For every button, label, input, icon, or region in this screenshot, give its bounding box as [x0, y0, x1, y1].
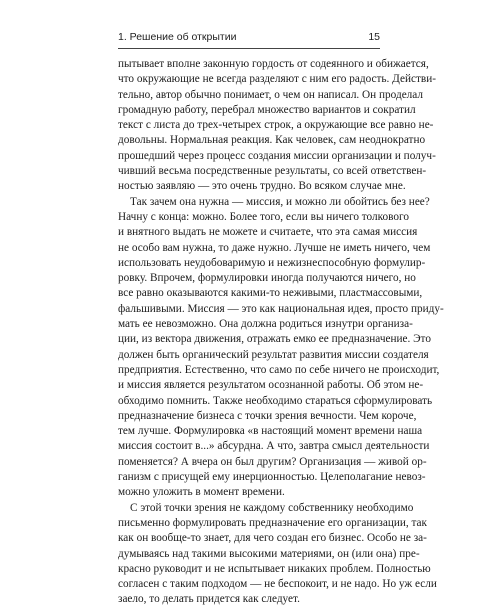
text-line: должен быть органический результат развития миссии создателя: [118, 348, 429, 361]
text-line: ностью заявляю — это очень трудно. Во всяком случае мне.: [118, 180, 406, 193]
text-line: пытывает вполне законную гордость от содеянного и обижается,: [118, 58, 429, 70]
text-line: согласен с таким подходом — не беспокоит, и не надо. Но уж если: [118, 578, 437, 591]
text-line: фальшивыми. Миссия — это как национальная идея, просто приду-: [118, 302, 444, 315]
text-line: С этой точки зрения не каждому собственнику необходимо: [130, 501, 414, 514]
text-line: прошедший через процесс создания миссии организации и получ-: [118, 149, 436, 162]
text-line: использовать неудобоваримую и нежизнеспособную формулир-: [118, 256, 426, 269]
text-line: заело, то делать придется как следует.: [118, 593, 300, 606]
text-line: Начну с конца: можно. Более того, если вы ничего толкового: [118, 210, 409, 223]
text-line: текст с листа до трех-четырех строк, а окружающие все равно не-: [118, 119, 434, 132]
text-line: тельно, автор обычно понимает, о чем он написал. Он проделал: [118, 88, 424, 101]
text-line: не особо вам нужна, то даже нужно. Лучше не иметь ничего, чем: [118, 241, 431, 254]
running-header: [118, 31, 380, 45]
text-line: предприятия. Естественно, что само по себе ничего не происходит,: [118, 363, 440, 376]
text-line: Так зачем она нужна — миссия, и можно ли обойтись без нее?: [130, 195, 430, 208]
text-line: и внятного выдать не можете и считаете, что эта самая миссия: [118, 226, 418, 239]
body-text: [118, 57, 444, 608]
text-line: миссия состоит в...» абсурдна. А что, завтра смысл деятельности: [118, 440, 430, 453]
text-line: мать ее невозможно. Она должна родиться изнутри организа-: [118, 318, 413, 331]
text-line: поменяется? А вчера он был другим? Организация — живой ор-: [118, 455, 427, 468]
header-rule: [118, 48, 380, 49]
text-line: ции, из вектора движения, отражать емко ее предназначение. Это: [118, 333, 431, 346]
text-line: ровку. Впрочем, формулировки иногда получаются ничего, но: [118, 272, 416, 285]
text-line: чивший весьма посредственные результаты, со всей ответствен-: [118, 165, 427, 178]
text-line: обходимо помнить. Также необходимо стараться сформулировать: [118, 394, 433, 407]
text-line: можно уложить в момент времени.: [118, 486, 285, 499]
text-line: громадную работу, перебрал множество вариантов и сократил: [118, 103, 416, 116]
text-line: что окружающие не всегда разделяют с ним его радость. Действи-: [118, 73, 436, 86]
text-line: думываясь над такими высокими материями, он (или она) пре-: [118, 547, 420, 560]
text-line: предназначение бизнеса с точки зрения вечности. Чем короче,: [118, 409, 417, 422]
text-line: ганизм с присущей ему инерционностью. Целеполагание невоз-: [118, 471, 426, 484]
section-title: 1. Решение об открытии: [118, 31, 237, 43]
text-line: как он вообще-то знает, для чего создан его бизнес. Особо не за-: [118, 532, 427, 545]
text-line: письменно формулировать предназначение его организации, так: [118, 516, 428, 529]
text-line: тем лучше. Формулировка «в настоящий момент времени наша: [118, 425, 423, 438]
text-line: все равно оказываются какими-то неживыми, пластмассовыми,: [118, 287, 423, 300]
text-line: красно руководит и не испытывает никаких проблем. Полностью: [118, 562, 431, 575]
text-line: и миссия является результатом осознанной работы. Об этом не-: [118, 379, 424, 392]
text-line: довольны. Нормальная реакция. Как человек, сам неоднократно: [118, 134, 426, 147]
page-number: 15: [368, 31, 380, 43]
